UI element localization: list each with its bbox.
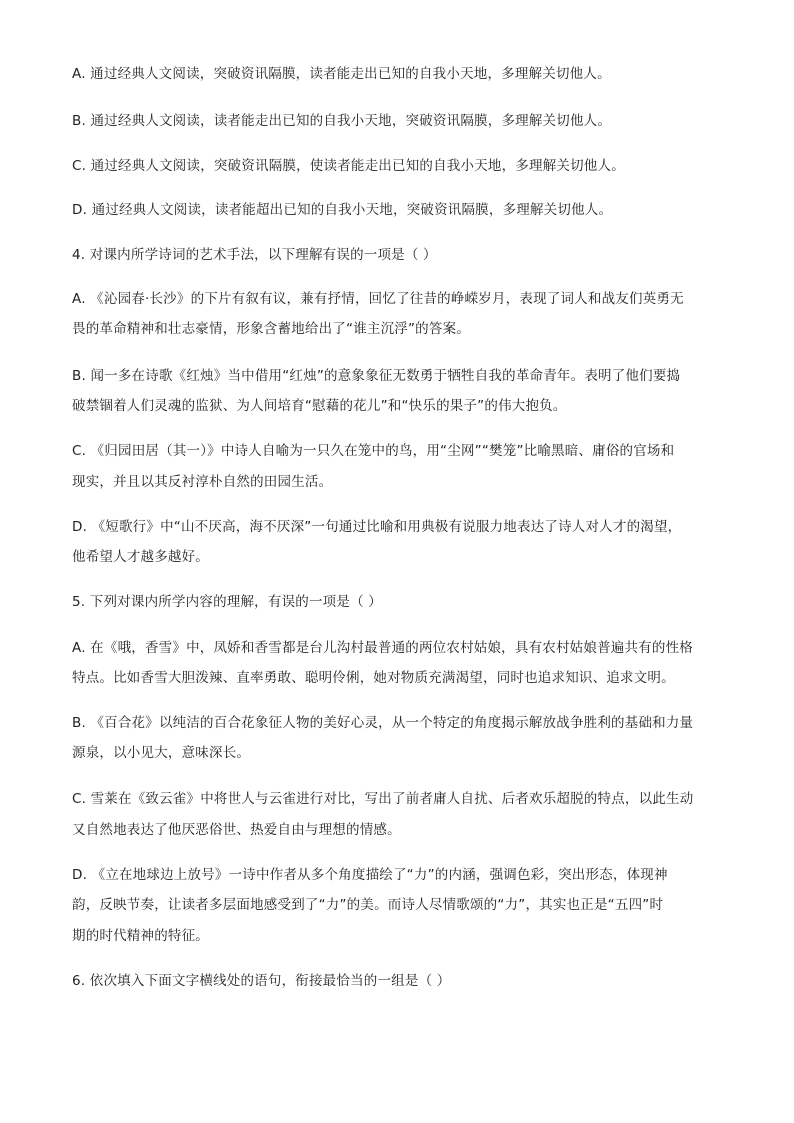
q5-option-c-line-1: C. 雪莱在《致云雀》中将世人与云雀进行对比，写出了前者庸人自扰、后者欢乐超脱的特点，以此生动	[72, 791, 694, 807]
q5-option-d-line-1: D. 《立在地球边上放号》一诗中作者从多个角度描绘了“力”的内涵，强调色彩，突出形态，体现神	[72, 867, 668, 883]
q4-option-b-line-1: B. 闻一多在诗歌《红烛》当中借用“红烛”的意象象征无数勇于牺牲自我的革命青年。表明了他们要捣	[72, 368, 681, 384]
q4-option-d-line-2: 他希望人才越多越好。	[72, 549, 209, 565]
q4-option-c-line-2: 现实，并且以其反衬淳朴自然的田园生活。	[72, 474, 333, 490]
option-a-line: A. 通过经典人文阅读，突破资讯隔膜，读者能走出已知的自我小天地，多理解关切他人。	[72, 66, 611, 82]
q4-option-a-line-1: A. 《沁园春·长沙》的下片有叙有议，兼有抒情，回忆了往昔的峥嵘岁月，表现了词人和战友们英勇无	[72, 291, 684, 307]
q5-option-d-line-3: 期的时代精神的特征。	[72, 928, 209, 944]
q5-option-d-line-2: 韵，反映节奏，让读者多层面地感受到了“力”的美。而诗人尽情歌颂的“力”，其实也正是“五四”时	[72, 897, 664, 913]
q4-option-b-line-2: 破禁锢着人们灵魂的监狱、为人间培育“慰藉的花儿”和“快乐的果子”的伟大抱负。	[72, 398, 567, 414]
q4-option-c-line-1: C. 《归园田居（其一）》中诗人自喻为一只久在笼中的鸟，用“尘网”“樊笼”比喻黑暗、庸俗的官场和	[72, 443, 675, 459]
q5-option-b-line-2: 源泉，以小见大，意味深长。	[72, 745, 251, 761]
q4-option-d-line-1: D. 《短歌行》中“山不厌高，海不厌深”一句通过比喻和用典极有说服力地表达了诗人对人才的渴望，	[72, 519, 682, 535]
q5-option-c-line-2: 又自然地表达了他厌恶俗世、热爱自由与理想的情感。	[72, 822, 401, 838]
q4-option-a-line-2: 畏的革命精神和壮志豪情，形象含蓄地给出了“谁主沉浮”的答案。	[72, 321, 470, 337]
question-5-stem: 5. 下列对课内所学内容的理解，有误的一项是（ ）	[72, 594, 382, 610]
q5-option-b-line-1: B. 《百合花》以纯洁的百合花象征人物的美好心灵，从一个特定的角度揭示解放战争胜利的基础和力量	[72, 715, 694, 731]
question-4-stem: 4. 对课内所学诗词的艺术手法，以下理解有误的一项是（ ）	[72, 247, 437, 263]
option-c-line: C. 通过经典人文阅读，突破资讯隔膜，使读者能走出已知的自我小天地，多理解关切他人。	[72, 158, 625, 174]
option-b-line: B. 通过经典人文阅读，读者能走出已知的自我小天地，突破资讯隔膜，多理解关切他人。	[72, 113, 612, 129]
q5-option-a-line-2: 特点。比如香雪大胆泼辣、直率勇敢、聪明伶俐，她对物质充满渴望，同时也追求知识、追求文明。	[72, 670, 675, 686]
question-6-stem: 6. 依次填入下面文字横线处的语句，衔接最恰当的一组是（ ）	[72, 973, 451, 989]
q5-option-a-line-1: A. 在《哦，香雪》中，凤娇和香雪都是台儿沟村最普通的两位农村姑娘，具有农村姑娘普遍共有的性格	[72, 640, 693, 656]
option-d-line: D. 通过经典人文阅读，读者能超出已知的自我小天地，突破资讯隔膜，多理解关切他人。	[72, 202, 613, 218]
